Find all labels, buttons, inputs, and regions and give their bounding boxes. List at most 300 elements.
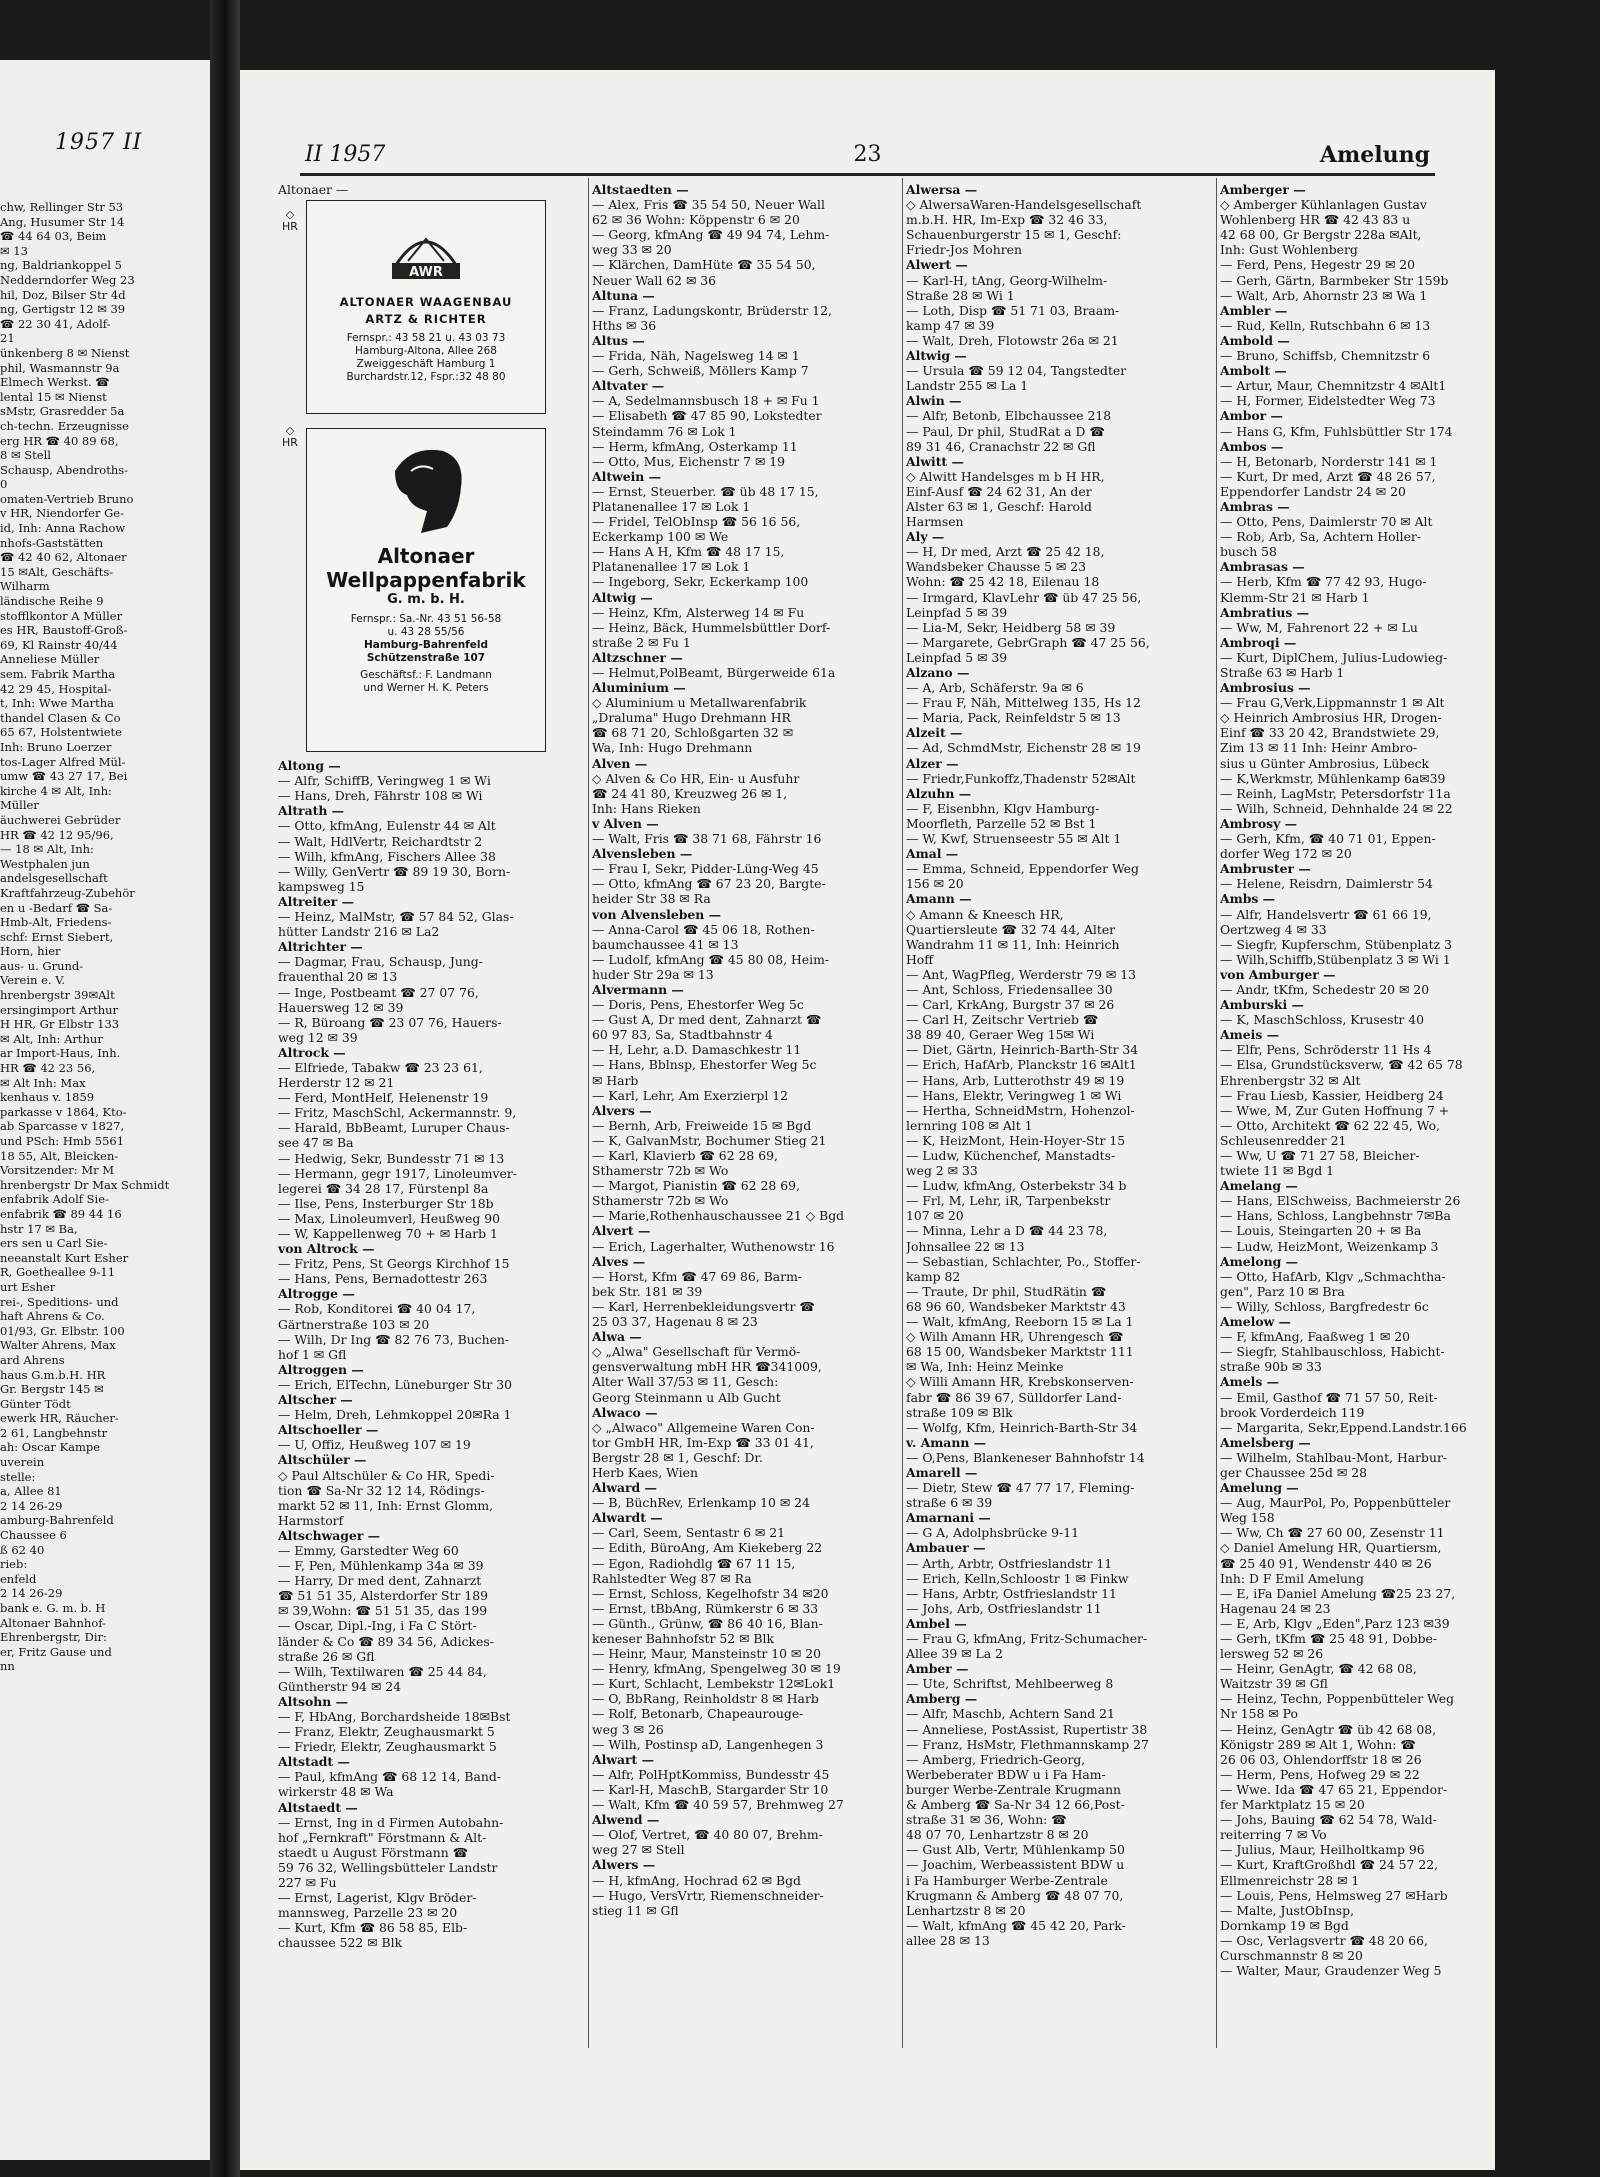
directory-entry-line: — Rob, Konditorei ☎ 40 04 17, xyxy=(278,1301,476,1317)
entry-heading: von Altrock — xyxy=(278,1241,375,1257)
diamond-icon: ◇ xyxy=(285,208,295,222)
directory-entry-line: — Ludolf, kfmAng ☎ 45 80 08, Heim- xyxy=(592,951,830,967)
ad-phone: Fernspr.: Sa.-Nr. 43 51 56-58 xyxy=(350,613,502,626)
entry-heading: Altonaer — xyxy=(278,182,349,197)
directory-entry-line: Nr 158 ✉ Po xyxy=(1220,1706,1298,1722)
directory-entry-line: — Wilhelm, Stahlbau-Mont, Harbur- xyxy=(1220,1449,1448,1465)
directory-entry-line: Georg Steinmann u Alb Gucht xyxy=(592,1389,781,1405)
entry-heading: Ambs — xyxy=(1220,891,1276,907)
ad-address: Hamburg-Altona, Allee 268 xyxy=(355,345,497,358)
directory-entry-line: ◇ Amberger Kühlanlagen Gustav xyxy=(1220,197,1427,213)
directory-entry-line: Johnsallee 22 ✉ 13 xyxy=(906,1238,1025,1254)
logo-text: AWR xyxy=(409,265,443,281)
column-3 xyxy=(906,182,1214,2052)
directory-entry-line: erg HR ☎ 40 89 68, xyxy=(0,433,119,448)
directory-entry-line: weg 33 ✉ 20 xyxy=(592,242,672,258)
directory-entry-line: Alter Wall 37/53 ✉ 11, Gesch: xyxy=(592,1374,779,1390)
entry-heading: Ambrosius — xyxy=(1220,680,1311,696)
directory-entry-line: — Kurt, Schlacht, Lembekstr 12✉Lok1 xyxy=(592,1676,836,1692)
directory-entry-line: wirkerstr 48 ✉ Wa xyxy=(278,1784,394,1800)
directory-entry-line: gensverwaltung mbH HR ☎341009, xyxy=(592,1359,822,1375)
directory-entry-line: sius u Günter Ambrosius, Lübeck xyxy=(1220,755,1430,771)
advertisement-altonaer-waagenbau xyxy=(282,200,546,414)
directory-entry-line: Müller xyxy=(0,798,39,813)
directory-entry-line: Harmsen xyxy=(906,514,964,530)
directory-entry-line: — Rud, Kelln, Rutschbahn 6 ✉ 13 xyxy=(1220,317,1431,333)
directory-entry-line: ◇ Wilh Amann HR, Uhrengesch ☎ xyxy=(906,1329,1124,1345)
entry-heading: Altschüler — xyxy=(278,1452,367,1468)
directory-entry-line: enfabrik Adolf Sie- xyxy=(0,1192,109,1207)
directory-entry-line: — Ww, M, Fahrenort 22 + ✉ Lu xyxy=(1220,619,1418,635)
directory-entry-line: — Reinh, LagMstr, Petersdorfstr 11a xyxy=(1220,785,1451,801)
directory-entry-line: ard Ahrens xyxy=(0,1352,65,1367)
entry-heading: Alves — xyxy=(592,1253,646,1269)
directory-entry-line: — Hertha, SchneidMstrn, Hohenzol- xyxy=(906,1102,1135,1118)
directory-entry-line: ◇ Aluminium u Metallwarenfabrik xyxy=(592,695,807,711)
directory-entry-line: es HR, Baustoff-Groß- xyxy=(0,623,128,638)
directory-entry-line: — Wilh, Dr Ing ☎ 82 76 73, Buchen- xyxy=(278,1331,510,1347)
directory-entry-line: Kraftfahrzeug-Zubehör xyxy=(0,885,135,900)
directory-entry-line: HR ☎ 42 23 56, xyxy=(0,1061,96,1076)
directory-entry-line: — A, Sedelmannsbusch 18 + ✉ Fu 1 xyxy=(592,393,820,409)
directory-entry-line: Ehrenbergstr 32 ✉ Alt xyxy=(1220,1072,1361,1088)
directory-entry-line: hil, Doz, Bilser Str 4d xyxy=(0,287,126,302)
directory-entry-line: — Walter, Maur, Graudenzer Weg 5 xyxy=(1220,1963,1442,1979)
directory-entry-line: — K, HeizMont, Hein-Hoyer-Str 15 xyxy=(906,1132,1126,1148)
directory-entry-line: Wohlenberg HR ☎ 42 43 83 u xyxy=(1220,212,1411,228)
directory-entry-line: rieb: xyxy=(0,1557,28,1572)
directory-entry-line: — Johs, Arb, Ostfrieslandstr 11 xyxy=(906,1600,1102,1616)
directory-entry-line: phil, Wasmannstr 9a xyxy=(0,360,120,375)
directory-entry-line: — Ursula ☎ 59 12 04, Tangstedter xyxy=(906,363,1127,379)
directory-entry-line: Ang, Husumer Str 14 xyxy=(0,214,125,229)
directory-entry-line: — E, iFa Daniel Amelung ☎25 23 27, xyxy=(1220,1585,1456,1601)
entry-heading: Alward — xyxy=(592,1480,657,1496)
directory-entry-line: Anneliese Müller xyxy=(0,652,100,667)
lion-head-logo-icon xyxy=(381,441,471,541)
directory-entry-line: — Margot, Pianistin ☎ 62 28 69, xyxy=(592,1178,800,1194)
directory-entry-line: — Gust Alb, Vertr, Mühlenkamp 50 xyxy=(906,1842,1125,1858)
directory-entry-line: busch 58 xyxy=(1220,544,1277,560)
directory-entry-line: — Heinr, Maur, Mansteinstr 10 ✉ 20 xyxy=(592,1646,822,1662)
directory-entry-line: — Heinz, GenAgtr ☎ üb 42 68 08, xyxy=(1220,1721,1437,1737)
entry-heading: Amels — xyxy=(1220,1374,1279,1390)
directory-entry-line: — Wwe. Ida ☎ 47 65 21, Eppendor- xyxy=(1220,1781,1448,1797)
directory-entry-line: Waitzstr 39 ✉ Gfl xyxy=(1220,1676,1328,1692)
directory-entry-line: ◇ Paul Altschüler & Co HR, Spedi- xyxy=(278,1467,495,1483)
directory-entry-line: — Maria, Pack, Reinfeldstr 5 ✉ 13 xyxy=(906,710,1121,726)
directory-entry-line: — Ferd, Pens, Hegestr 29 ✉ 20 xyxy=(1220,257,1416,273)
directory-entry-line: — Bernh, Arb, Freiweide 15 ✉ Bgd xyxy=(592,1117,812,1133)
directory-entry-line: — Franz, Elektr, Zeughausmarkt 5 xyxy=(278,1724,495,1740)
directory-entry-line: er, Fritz Gause und xyxy=(0,1644,112,1659)
directory-entry-line: — Erich, ElTechn, Lüneburger Str 30 xyxy=(278,1376,513,1392)
directory-entry-line: stelle: xyxy=(0,1469,36,1484)
directory-entry-line: — Hans, Bblnsp, Ehestorfer Weg 5c xyxy=(592,1057,817,1073)
directory-entry-line: enfabrik ☎ 89 44 16 xyxy=(0,1206,122,1221)
directory-entry-line: — Kurt, Kfm ☎ 86 58 85, Elb- xyxy=(278,1920,468,1936)
directory-entry-line: — Hedwig, Sekr, Bundesstr 71 ✉ 13 xyxy=(278,1150,505,1166)
diamond-icon: ◇ xyxy=(285,424,295,438)
directory-entry-line: Eckerkamp 100 ✉ We xyxy=(592,529,729,545)
directory-entry-line: hof „Fernkraft" Förstmann & Alt- xyxy=(278,1829,487,1845)
directory-entry-line: stieg 11 ✉ Gfl xyxy=(592,1902,679,1918)
directory-entry-line: 65 67, Holstentwiete xyxy=(0,725,122,740)
directory-entry-line: bank e. G. m. b. H xyxy=(0,1601,106,1615)
entry-heading: Alvert — xyxy=(592,1223,651,1239)
directory-entry-line: ☎ 68 71 20, Schloßgarten 32 ✉ xyxy=(592,725,794,741)
directory-entry-line: Landstr 255 ✉ La 1 xyxy=(906,378,1029,394)
directory-entry-line: 48 07 70, Lenhartzstr 8 ✉ 20 xyxy=(906,1827,1089,1843)
directory-entry-line: Curschmannstr 8 ✉ 20 xyxy=(1220,1947,1363,1963)
entry-heading: Ambratius — xyxy=(1220,604,1310,620)
directory-entry-line: — Karl, Klavierb ☎ 62 28 69, xyxy=(592,1148,778,1163)
directory-entry-line: — Sebastian, Schlachter, Po., Stoffer- xyxy=(906,1253,1141,1269)
entry-heading: Ambel — xyxy=(906,1615,967,1631)
directory-entry-line: 60 97 83, Sa, Stadtbahnstr 4 xyxy=(592,1027,773,1043)
directory-entry-line: — Edith, BüroAng, Am Kiekeberg 22 xyxy=(592,1540,823,1556)
directory-entry-line: ☎ 44 64 03, Beim xyxy=(0,229,107,244)
directory-entry-line: m.b.H. HR, Im-Exp ☎ 32 46 33, xyxy=(906,212,1108,228)
directory-entry-line: — Fritz, MaschSchl, Ackermannstr. 9, xyxy=(278,1105,517,1121)
directory-entry-line: — Johs, Bauing ☎ 62 54 78, Wald- xyxy=(1220,1812,1437,1828)
directory-entry-line: lersweg 52 ✉ 26 xyxy=(1220,1646,1324,1662)
entry-heading: von Amburger — xyxy=(1220,966,1336,982)
directory-entry-line: H HR, Gr Elbstr 133 xyxy=(0,1017,120,1032)
directory-entry-line: gen", Parz 10 ✉ Bra xyxy=(1220,1283,1345,1299)
entry-heading: Aluminium — xyxy=(592,680,686,696)
directory-entry-line: tor GmbH HR, Im-Exp ☎ 33 01 41, xyxy=(592,1434,814,1450)
directory-entry-line: Platanenallee 17 ✉ Lok 1 xyxy=(592,559,751,575)
directory-entry-line: — Fritz, Pens, St Georgs Kirchhof 15 xyxy=(278,1256,510,1272)
directory-entry-line: — Arth, Arbtr, Ostfrieslandstr 11 xyxy=(906,1555,1113,1571)
ad-city: Hamburg-Bahrenfeld xyxy=(363,639,488,652)
directory-entry-line: 2 14 26-29 xyxy=(0,1586,63,1601)
directory-entry-line: ah: Oscar Kampe xyxy=(0,1440,101,1455)
directory-entry-line: ☎ 22 30 41, Adolf- xyxy=(0,316,111,331)
directory-entry-line: Bergstr 28 ✉ 1, Geschf: Dr. xyxy=(592,1449,763,1465)
directory-entry-line: Krugmann & Amberg ☎ 48 07 70, xyxy=(906,1887,1124,1903)
entry-heading: Amber — xyxy=(906,1661,969,1677)
directory-entry-line: Steindamm 76 ✉ Lok 1 xyxy=(592,423,737,439)
directory-entry-line: — Carl, Seem, Sentastr 6 ✉ 21 xyxy=(592,1525,786,1541)
directory-entry-line: — Emmy, Garstedter Weg 60 xyxy=(278,1542,459,1558)
entry-heading: Alvers — xyxy=(592,1102,652,1118)
directory-entry-line: — Alfr, Maschb, Achtern Sand 21 xyxy=(906,1706,1115,1722)
directory-entry-line: — Alfr, SchiffB, Veringweg 1 ✉ Wi xyxy=(278,773,491,789)
directory-entry-line: haft Ahrens & Co. xyxy=(0,1309,105,1324)
ad-company-name-2: Wellpappenfabrik xyxy=(326,568,526,593)
directory-entry-line: Schauenburgerstr 15 ✉ 1, Geschf: xyxy=(906,227,1122,243)
entry-heading: Alzeit — xyxy=(906,725,963,741)
directory-entry-line: — Otto, kfmAng, Eulenstr 44 ✉ Alt xyxy=(278,818,496,834)
directory-entry-line: — Karl-H, MaschB, Stargarder Str 10 xyxy=(592,1781,829,1797)
directory-entry-line: thandel Clasen & Co xyxy=(0,710,121,725)
directory-entry-line: — Marie,Rothenhauschaussee 21 ◇ Bgd xyxy=(592,1208,845,1224)
directory-entry-line: straße 90b ✉ 33 xyxy=(1220,1359,1322,1375)
directory-entry-line: ◇ AlwersaWaren-Handelsgesellschaft xyxy=(906,197,1142,213)
entry-heading: Altstadt — xyxy=(278,1754,350,1770)
entry-heading: Alwert — xyxy=(906,257,968,273)
entry-heading: Alwitt — xyxy=(906,453,964,469)
directory-entry-line: Schleusenredder 21 xyxy=(1220,1132,1347,1148)
directory-entry-line: frauenthal 20 ✉ 13 xyxy=(278,969,398,985)
directory-entry-line: — Paul, kfmAng ☎ 68 12 14, Band- xyxy=(278,1769,501,1785)
directory-entry-line: Königstr 289 ✉ Alt 1, Wohn: ☎ xyxy=(1220,1736,1416,1752)
directory-entry-line: — Alfr, PolHptKommiss, Bundesstr 45 xyxy=(592,1766,830,1782)
entry-heading: Altscher — xyxy=(278,1392,353,1408)
directory-entry-line: — Wilh, kfmAng, Fischers Allee 38 xyxy=(278,848,496,864)
directory-entry-line: ◇ Willi Amann HR, Krebskonserven- xyxy=(906,1374,1134,1390)
directory-entry-line: ger Chaussee 25d ✉ 28 xyxy=(1220,1464,1367,1480)
directory-entry-line: Wilharm xyxy=(0,579,50,594)
directory-entry-line: Chaussee 6 xyxy=(0,1528,67,1543)
directory-entry-line: — Heinz, MalMstr, ☎ 57 84 52, Glas- xyxy=(278,909,514,925)
directory-entry-line: Lenhartzstr 8 ✉ 20 xyxy=(906,1902,1026,1918)
entry-heading: Ambrasas — xyxy=(1220,559,1305,575)
directory-entry-line: lernring 108 ✉ Alt 1 xyxy=(906,1117,1033,1133)
column-2 xyxy=(592,182,900,2052)
directory-entry-line: Hoff xyxy=(906,951,934,967)
directory-entry-line: Walter Ahrens, Max xyxy=(0,1338,116,1353)
directory-entry-line: — Gerh, Kfm, ☎ 40 71 01, Eppen- xyxy=(1220,831,1436,847)
directory-entry-line: Horn, hier xyxy=(0,944,61,959)
ad-marker-hr: HR xyxy=(282,220,298,234)
directory-entry-line: v HR, Niendorfer Ge- xyxy=(0,506,124,521)
entry-heading: Amelow — xyxy=(1220,1314,1291,1330)
directory-entry-line: — Heinz, Bäck, Hummelsbüttler Dorf- xyxy=(592,619,831,635)
entry-heading: Ambor — xyxy=(1220,408,1283,424)
directory-entry-line: — Karl-H, tAng, Georg-Wilhelm- xyxy=(906,272,1108,288)
directory-entry-line: ß 62 40 xyxy=(0,1542,45,1557)
directory-entry-line: — Ludw, kfmAng, Osterbekstr 34 b xyxy=(906,1178,1127,1194)
entry-heading: Altstaedt — xyxy=(278,1799,358,1815)
directory-entry-line: hof 1 ✉ Gfl xyxy=(278,1346,347,1362)
directory-entry-line: Wandsbeker Chausse 5 ✉ 23 xyxy=(906,559,1087,575)
directory-entry-line: en u -Bedarf ☎ Sa- xyxy=(0,900,113,915)
directory-entry-line: — Elfriede, Tabakw ☎ 23 23 61, xyxy=(278,1059,483,1075)
directory-entry-line: allee 28 ✉ 13 xyxy=(906,1932,990,1948)
entry-heading: Alvensleben — xyxy=(592,846,693,862)
directory-entry-line: — Anna-Carol ☎ 45 06 18, Rothen- xyxy=(592,921,815,937)
entry-heading: Altrichter — xyxy=(278,939,363,955)
directory-entry-line: Platanenallee 17 ✉ Lok 1 xyxy=(592,498,751,514)
directory-entry-line: hrenbergstr 39✉Alt xyxy=(0,988,115,1003)
entry-heading: Altus — xyxy=(592,332,645,348)
directory-entry-line: Neuer Wall 62 ✉ 36 xyxy=(592,272,717,288)
ad-marker-hr: HR xyxy=(282,436,298,450)
directory-entry-line: — Heinz, Techn, Poppenbütteler Weg xyxy=(1220,1691,1455,1707)
directory-entry-line: 2 14 26-29 xyxy=(0,1498,63,1513)
directory-entry-line: Sthamerstr 72b ✉ Wo xyxy=(592,1163,729,1179)
directory-entry-line: — Erich, Lagerhalter, Wuthenowstr 16 xyxy=(592,1238,835,1254)
entry-heading: Ambolt — xyxy=(1220,363,1287,379)
directory-entry-line: Zim 13 ✉ 11 Inh: Heinr Ambro- xyxy=(1220,740,1418,756)
directory-entry-line: — Klärchen, DamHüte ☎ 35 54 50, xyxy=(592,257,816,273)
directory-entry-line: ☎ 42 40 62, Altonaer xyxy=(0,550,127,565)
directory-entry-line: — Dagmar, Frau, Schausp, Jung- xyxy=(278,954,483,970)
directory-entry-line: — Hans, Pens, Bernadottestr 263 xyxy=(278,1271,488,1287)
directory-entry-line: — Hans, Dreh, Fährstr 108 ✉ Wi xyxy=(278,788,483,804)
column-4 xyxy=(1220,182,1475,2052)
directory-entry-line: — Herb, Kfm ☎ 77 42 93, Hugo- xyxy=(1220,574,1427,590)
directory-entry-line: ers sen u Carl Sie- xyxy=(0,1236,108,1251)
directory-entry-line: — Frau G,Verk,Lippmannstr 1 ✉ Alt xyxy=(1220,695,1445,711)
directory-entry-line: markt 52 ✉ 11, Inh: Ernst Glomm, xyxy=(278,1497,494,1513)
directory-entry-line: Moorfleth, Parzelle 52 ✉ Bst 1 xyxy=(906,815,1097,831)
directory-entry-line: — H, Dr med, Arzt ☎ 25 42 18, xyxy=(906,544,1105,560)
directory-entry-line: — Max, Linoleumverl, Heußweg 90 xyxy=(278,1210,500,1226)
entry-heading: Ambruster — xyxy=(1220,861,1311,877)
column-1-entries xyxy=(278,758,585,1950)
directory-entry-line: — Emil, Gasthof ☎ 71 57 50, Reit- xyxy=(1220,1389,1438,1405)
directory-entry-line: 227 ✉ Fu xyxy=(278,1875,337,1891)
directory-entry-line: — Ernst, Lagerist, Klgv Bröder- xyxy=(278,1890,477,1906)
directory-entry-line: — Hermann, gegr 1917, Linoleumver- xyxy=(278,1165,517,1181)
entry-heading: Altuna — xyxy=(592,287,655,303)
directory-entry-line: Ellmenreichstr 28 ✉ 1 xyxy=(1220,1872,1360,1888)
entry-heading: Amarnani — xyxy=(906,1510,991,1526)
directory-entry-line: — H, Lehr, a.D. Damaschkestr 11 xyxy=(592,1042,802,1058)
directory-entry-line: — Frl, M, Lehr, iR, Tarpenbekstr xyxy=(906,1193,1111,1209)
entry-heading: Altrogge — xyxy=(278,1286,355,1302)
directory-entry-line: straße 6 ✉ 39 xyxy=(906,1495,993,1511)
directory-entry-line: — Frau F, Näh, Mittelweg 135, Hs 12 xyxy=(906,695,1141,711)
entry-heading: Alwaco — xyxy=(592,1404,658,1420)
directory-entry-line: 62 ✉ 36 Wohn: Köppenstr 6 ✉ 20 xyxy=(592,212,800,228)
directory-entry-line: ✉ 13 xyxy=(0,243,28,258)
directory-entry-line: Rahlstedter Weg 87 ✉ Ra xyxy=(592,1570,752,1586)
directory-entry-line: — Ernst, Ing in d Firmen Autobahn- xyxy=(278,1814,504,1830)
left-page-header: 1957 II xyxy=(55,130,143,155)
directory-entry-line: Leinpfad 5 ✉ 39 xyxy=(906,649,1008,665)
directory-entry-line: — H, Betonarb, Norderstr 141 ✉ 1 xyxy=(1220,453,1438,469)
directory-entry-line: — Ant, Schloss, Friedensallee 30 xyxy=(906,981,1113,997)
directory-entry-line: — Wolfg, Kfm, Heinrich-Barth-Str 34 xyxy=(906,1419,1138,1435)
directory-entry-line: — Erich, Kelln,Schloostr 1 ✉ Finkw xyxy=(906,1570,1129,1586)
directory-entry-line: — Fridel, TelObInsp ☎ 56 16 56, xyxy=(592,514,801,530)
directory-entry-line: — Willy, Schloss, Bargfredestr 6c xyxy=(1220,1298,1429,1314)
directory-entry-line: Dornkamp 19 ✉ Bgd xyxy=(1220,1917,1349,1933)
directory-entry-line: ✉ Alt, Inh: Arthur xyxy=(0,1031,103,1046)
directory-entry-line: Nedderndorfer Weg 23 xyxy=(0,272,135,287)
entry-heading: Altschoeller — xyxy=(278,1422,379,1438)
directory-entry-line: Harmstorf xyxy=(278,1512,344,1528)
directory-entry-line: — Günth., Grünw, ☎ 86 40 16, Blan- xyxy=(592,1615,823,1631)
directory-entry-line: — Ferd, MontHelf, Helenenstr 19 xyxy=(278,1090,489,1106)
directory-entry-line: Allee 39 ✉ La 2 xyxy=(906,1646,1003,1662)
directory-entry-line: ◇ Alwitt Handelsges m b H HR, xyxy=(906,468,1105,484)
directory-entry-line: ✉ Alt Inh: Max xyxy=(0,1075,86,1090)
directory-entry-line: Vorsitzender: Mr M xyxy=(0,1163,115,1178)
directory-entry-line: — W, Kappellenweg 70 + ✉ Harb 1 xyxy=(278,1226,498,1241)
entry-heading: Altschwager — xyxy=(278,1527,381,1543)
ad-management: Geschäftsf.: F. Landmann xyxy=(360,669,492,682)
directory-entry-line: — F, kfmAng, Faaßweg 1 ✉ 20 xyxy=(1220,1329,1410,1345)
directory-entry-line: — Elfr, Pens, Schröderstr 11 Hs 4 xyxy=(1220,1042,1432,1058)
directory-entry-line: — Friedr, Elektr, Zeughausmarkt 5 xyxy=(278,1739,497,1755)
directory-entry-line: — Margarete, GebrGraph ☎ 47 25 56, xyxy=(906,634,1150,650)
directory-entry-line: Oertzweg 4 ✉ 33 xyxy=(1220,921,1327,937)
entry-heading: Altwig — xyxy=(592,589,653,605)
directory-entry-line: 21 xyxy=(0,331,15,346)
page-header xyxy=(305,142,1430,172)
column-divider xyxy=(1216,178,1217,2048)
entry-heading: Ambler — xyxy=(1220,302,1288,318)
directory-entry-line: lental 15 ✉ Nienst xyxy=(0,389,107,404)
directory-entry-line: — Ernst, Steuerber. ☎ üb 48 17 15, xyxy=(592,483,819,499)
directory-entry-line: kirche 4 ✉ Alt, Inh: xyxy=(0,783,112,798)
scale-logo-icon xyxy=(388,225,464,285)
directory-entry-line: nhofs-Gaststätten xyxy=(0,535,104,550)
directory-entry-line: t, Inh: Wwe Martha xyxy=(0,696,114,711)
directory-entry-line: 01/93, Gr. Elbstr. 100 xyxy=(0,1323,125,1338)
directory-entry-line: 0 xyxy=(0,477,8,492)
directory-entry-line: — U, Offiz, Heußweg 107 ✉ 19 xyxy=(278,1437,471,1453)
directory-entry-line: Wa, Inh: Hugo Drehmann xyxy=(592,740,753,756)
directory-entry-line: — Otto, Mus, Eichenstr 7 ✉ 19 xyxy=(592,453,786,469)
directory-entry-line: haus G.m.b.H. HR xyxy=(0,1367,106,1382)
directory-entry-line: — Elisabeth ☎ 47 85 90, Lokstedter xyxy=(592,408,822,424)
entry-heading: Altong — xyxy=(278,758,341,774)
ad-phone-2: u. 43 28 55/56 xyxy=(387,626,465,639)
directory-entry-line: ewerk HR, Räucher- xyxy=(0,1411,119,1426)
directory-entry-line: länder & Co ☎ 89 34 56, Adickes- xyxy=(278,1633,494,1649)
ad-marker xyxy=(279,425,301,449)
directory-entry-line: — Frau I, Sekr, Pidder-Lüng-Weg 45 xyxy=(592,861,819,877)
directory-entry-line: Wohn: ☎ 25 42 18, Eilenau 18 xyxy=(906,574,1100,590)
directory-entry-line: 89 31 46, Cranachstr 22 ✉ Gfl xyxy=(906,438,1096,454)
directory-entry-line: bek Str. 181 ✉ 39 xyxy=(592,1283,703,1299)
directory-entry-line: — Artur, Maur, Chemnitzstr 4 ✉Alt1 xyxy=(1220,378,1447,394)
directory-entry-line: 8 ✉ Stell xyxy=(0,448,51,463)
entry-heading: Alzer — xyxy=(906,755,959,771)
directory-entry-line: Gr. Bergstr 145 ✉ xyxy=(0,1382,104,1397)
directory-entry-line: — Alex, Fris ☎ 35 54 50, Neuer Wall xyxy=(592,197,825,213)
entry-heading: Amann — xyxy=(906,891,972,907)
directory-entry-line: 25 03 37, Hagenau 8 ✉ 23 xyxy=(592,1314,758,1330)
directory-entry-line: — Dietr, Stew ☎ 47 77 17, Fleming- xyxy=(906,1480,1135,1496)
directory-entry-line: — A, Arb, Schäferstr. 9a ✉ 6 xyxy=(906,680,1084,696)
directory-entry-line: — Frida, Näh, Nagelsweg 14 ✉ 1 xyxy=(592,348,800,364)
directory-entry-line: chw, Rellinger Str 53 xyxy=(0,200,124,214)
directory-entry-line: — Bruno, Schiffsb, Chemnitzstr 6 xyxy=(1220,348,1431,364)
entry-heading: Alwart — xyxy=(592,1751,654,1767)
entry-heading: v Alven — xyxy=(592,815,659,831)
directory-entry-line: Herderstr 12 ✉ 21 xyxy=(278,1075,395,1091)
directory-entry-line: — Ernst, tBbAng, Rümkerstr 6 ✉ 33 xyxy=(592,1600,819,1616)
entry-heading: von Alvensleben — xyxy=(592,906,722,922)
entry-heading: Alzuhn — xyxy=(906,785,972,801)
column-divider xyxy=(902,178,903,2048)
entry-heading: Ameis — xyxy=(1220,1027,1279,1043)
directory-entry-line: — F, HbAng, Borchardsheide 18✉Bst xyxy=(278,1709,511,1724)
directory-entry-line: — Rolf, Betonarb, Chapeaurouge- xyxy=(592,1706,804,1722)
entry-heading: Alwers — xyxy=(592,1857,656,1873)
directory-entry-line: — O, BbRang, Reinholdstr 8 ✉ Harb xyxy=(592,1691,819,1707)
directory-entry-line: Inh: Bruno Loerzer xyxy=(0,739,112,754)
directory-entry-line: sMstr, Grasredder 5a xyxy=(0,404,125,419)
directory-entry-line: — Emma, Schneid, Eppendorfer Weg xyxy=(906,861,1139,877)
directory-entry-line: — Harald, BbBeamt, Luruper Chaus- xyxy=(278,1120,510,1136)
directory-entry-line: — Egon, Radiohdlg ☎ 67 11 15, xyxy=(592,1555,796,1571)
directory-entry-line: parkasse v 1864, Kto- xyxy=(0,1104,127,1119)
directory-entry-line: straße 109 ✉ Blk xyxy=(906,1404,1013,1420)
entry-heading: Alvermann — xyxy=(592,981,684,997)
directory-entry-line: — Minna, Lehr a D ☎ 44 23 78, xyxy=(906,1223,1108,1239)
directory-entry-line: — Walt, Kfm ☎ 40 59 57, Brehmweg 27 xyxy=(592,1797,844,1813)
ad-company-name: ALTONAER WAAGENBAU xyxy=(339,295,513,310)
